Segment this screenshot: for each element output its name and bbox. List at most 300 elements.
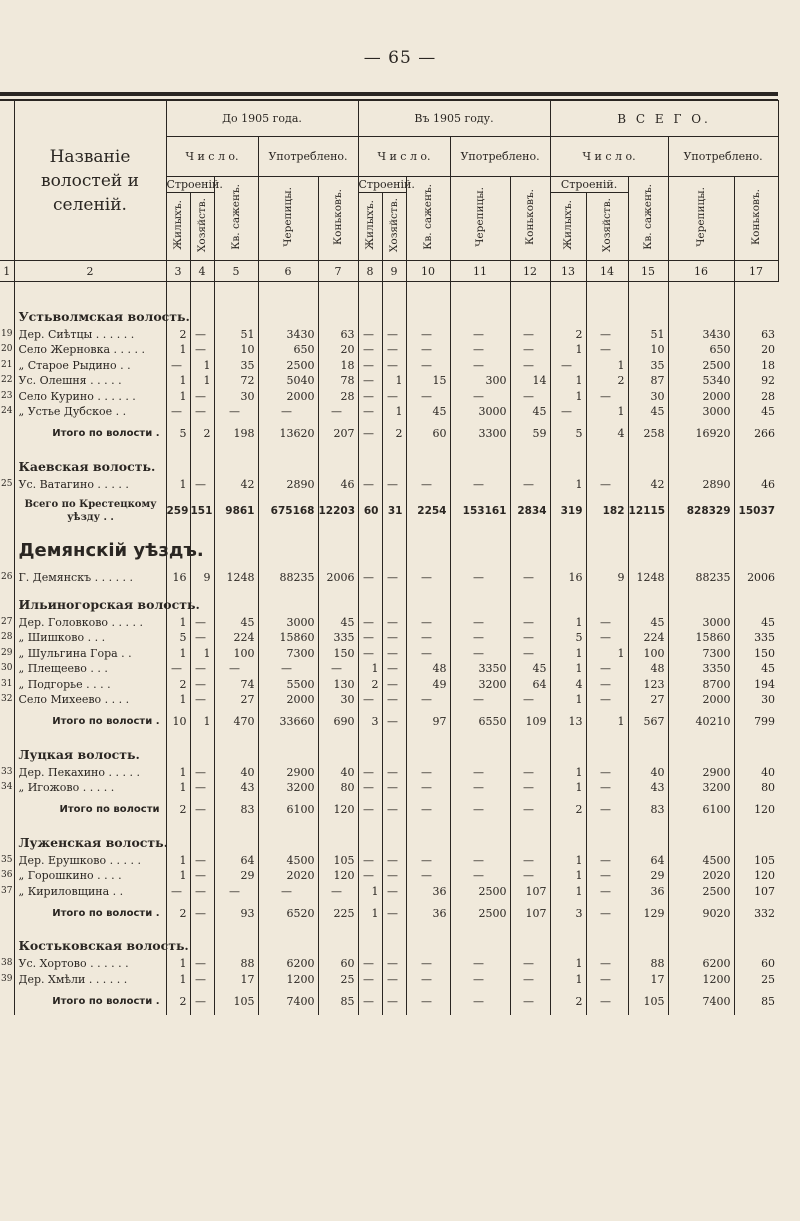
value-cell: 2 <box>550 327 586 343</box>
value-cell: 120 <box>734 868 778 884</box>
table-row <box>0 677 778 693</box>
value-cell: — <box>358 972 382 988</box>
value-cell: 72 <box>214 373 258 389</box>
row-number: 36 <box>1 870 13 881</box>
value-cell: 88235 <box>668 570 734 586</box>
value-cell: — <box>406 780 450 796</box>
ridges-header: Коньковъ. <box>318 177 358 261</box>
empty-cell <box>382 586 406 615</box>
settlement-name: „ Старое Рыдино . . <box>14 358 166 374</box>
total-label: Итого по волости . <box>14 420 166 448</box>
value-cell: — <box>358 570 382 586</box>
value-cell: 109 <box>510 708 550 736</box>
value-cell: 63 <box>318 327 358 343</box>
value-cell: — <box>382 615 406 631</box>
empty-cell <box>406 448 450 477</box>
empty-cell <box>166 824 190 853</box>
value-cell: — <box>510 358 550 374</box>
value-cell: — <box>190 677 214 693</box>
value-cell: 319 <box>550 492 586 530</box>
value-cell: — <box>190 796 214 824</box>
row-number: 21 <box>1 359 13 370</box>
empty-cell <box>628 586 668 615</box>
value-cell: 3350 <box>668 661 734 677</box>
value-cell: 85 <box>318 987 358 1015</box>
value-cell: 828329 <box>668 492 734 530</box>
settlement-name: Дер. Хмѣли . . . . . . <box>14 972 166 988</box>
empty-cell <box>734 530 778 570</box>
value-cell: 93 <box>214 899 258 927</box>
value-cell: — <box>510 868 550 884</box>
value-cell: — <box>382 327 406 343</box>
column-number: 2 <box>14 261 166 282</box>
table-row <box>0 956 778 972</box>
value-cell: 80 <box>318 780 358 796</box>
value-cell: — <box>586 956 628 972</box>
value-cell: — <box>586 899 628 927</box>
value-cell: 150 <box>318 646 358 662</box>
value-cell: 3000 <box>258 615 318 631</box>
value-cell: 130 <box>318 677 358 693</box>
value-cell: — <box>382 868 406 884</box>
value-cell: 40 <box>628 765 668 781</box>
empty-cell <box>214 298 258 327</box>
sq-sazhen-header: Кв. саженъ. <box>406 177 450 261</box>
value-cell: 2 <box>166 899 190 927</box>
value-cell: — <box>510 342 550 358</box>
row-number: 22 <box>1 375 13 386</box>
row-number <box>0 927 14 956</box>
volost-heading: Костьковская волость. <box>14 927 166 956</box>
value-cell: — <box>450 692 510 708</box>
value-cell: 7300 <box>258 646 318 662</box>
value-cell: 1 <box>358 661 382 677</box>
row-number <box>0 586 14 615</box>
row-number: 33 <box>1 766 13 777</box>
settlement-name: „ Шульгина Гора . . <box>14 646 166 662</box>
value-cell: — <box>318 404 358 420</box>
value-cell: 3000 <box>668 615 734 631</box>
value-cell: 2000 <box>258 389 318 405</box>
value-cell: 63 <box>734 327 778 343</box>
value-cell: 10 <box>628 342 668 358</box>
value-cell: 2020 <box>258 868 318 884</box>
value-cell: — <box>214 404 258 420</box>
value-cell: 85 <box>734 987 778 1015</box>
value-cell: 2900 <box>258 765 318 781</box>
value-cell: 1200 <box>668 972 734 988</box>
value-cell: 97 <box>406 708 450 736</box>
value-cell: 45 <box>628 404 668 420</box>
row-number <box>0 298 14 327</box>
settlement-name: „ Горошкино . . . . <box>14 868 166 884</box>
value-cell: 60 <box>358 492 382 530</box>
value-cell: — <box>382 342 406 358</box>
settlement-name: Дер. Головково . . . . . <box>14 615 166 631</box>
empty-cell <box>668 586 734 615</box>
value-cell: 36 <box>628 884 668 900</box>
value-cell: — <box>358 389 382 405</box>
value-cell: — <box>450 765 510 781</box>
value-cell: — <box>586 972 628 988</box>
value-cell: 105 <box>214 987 258 1015</box>
value-cell: 1 <box>166 972 190 988</box>
table-row <box>0 615 778 631</box>
empty-cell <box>190 824 214 853</box>
empty-cell <box>358 927 382 956</box>
value-cell: 43 <box>628 780 668 796</box>
value-cell: — <box>450 853 510 869</box>
value-cell: 2000 <box>258 692 318 708</box>
value-cell: 88235 <box>258 570 318 586</box>
value-cell: — <box>586 780 628 796</box>
value-cell: 266 <box>734 420 778 448</box>
column-number: 11 <box>450 261 510 282</box>
volost-heading-row <box>0 448 778 477</box>
value-cell: 40 <box>318 765 358 781</box>
empty-cell <box>190 736 214 765</box>
value-cell: — <box>450 358 510 374</box>
value-cell: 2254 <box>406 492 450 530</box>
value-cell: 88 <box>628 956 668 972</box>
value-cell: — <box>190 404 214 420</box>
value-cell: — <box>406 692 450 708</box>
value-cell: 31 <box>382 492 406 530</box>
value-cell: 45 <box>510 404 550 420</box>
total-label: Итого по волости . <box>14 708 166 736</box>
value-cell: — <box>406 853 450 869</box>
row-number: 37 <box>1 885 13 896</box>
column-number: 15 <box>628 261 668 282</box>
value-cell: — <box>586 630 628 646</box>
value-cell: — <box>450 972 510 988</box>
settlement-name: Ус. Хортово . . . . . . <box>14 956 166 972</box>
value-cell: 799 <box>734 708 778 736</box>
value-cell: 92 <box>734 373 778 389</box>
value-cell: — <box>586 477 628 493</box>
value-cell: 3200 <box>258 780 318 796</box>
volost-heading-row <box>0 298 778 327</box>
value-cell: 2500 <box>668 884 734 900</box>
value-cell: — <box>190 477 214 493</box>
value-cell: — <box>406 987 450 1015</box>
value-cell: 45 <box>734 615 778 631</box>
value-cell: 259 <box>166 492 190 530</box>
value-cell: 107 <box>510 884 550 900</box>
empty-cell <box>358 530 382 570</box>
value-cell: — <box>258 404 318 420</box>
value-cell: 83 <box>628 796 668 824</box>
empty-cell <box>258 530 318 570</box>
value-cell: 12203 <box>318 492 358 530</box>
empty-cell <box>406 298 450 327</box>
empty-cell <box>450 824 510 853</box>
value-cell: 1200 <box>258 972 318 988</box>
value-cell: 10 <box>166 708 190 736</box>
value-cell: 107 <box>510 899 550 927</box>
value-cell: — <box>586 677 628 693</box>
empty-cell <box>318 736 358 765</box>
empty-cell <box>734 448 778 477</box>
value-cell: — <box>586 389 628 405</box>
value-cell: — <box>358 868 382 884</box>
value-cell: 100 <box>628 646 668 662</box>
value-cell: 83 <box>214 796 258 824</box>
row-number: 26 <box>1 572 13 583</box>
value-cell: 15037 <box>734 492 778 530</box>
empty-cell <box>214 824 258 853</box>
value-cell: 151 <box>190 492 214 530</box>
value-cell: 7300 <box>668 646 734 662</box>
column-number: 10 <box>406 261 450 282</box>
value-cell: — <box>586 796 628 824</box>
empty-cell <box>318 824 358 853</box>
column-number: 13 <box>550 261 586 282</box>
value-cell: 224 <box>214 630 258 646</box>
value-cell: 64 <box>628 853 668 869</box>
value-cell: — <box>214 884 258 900</box>
value-cell: 100 <box>214 646 258 662</box>
value-cell: 4 <box>586 420 628 448</box>
value-cell: 2834 <box>510 492 550 530</box>
total-label: Итого по волости <box>14 796 166 824</box>
value-cell: 225 <box>318 899 358 927</box>
settlement-name: „ Кириловщина . . <box>14 884 166 900</box>
value-cell: — <box>190 765 214 781</box>
value-cell: — <box>450 570 510 586</box>
value-cell: 2 <box>358 677 382 693</box>
empty-cell <box>550 448 586 477</box>
value-cell: 8700 <box>668 677 734 693</box>
value-cell: 129 <box>628 899 668 927</box>
row-number <box>0 796 14 824</box>
empty-cell <box>450 736 510 765</box>
value-cell: 3 <box>358 708 382 736</box>
value-cell: — <box>510 765 550 781</box>
table-row <box>0 972 778 988</box>
value-cell: 7400 <box>258 987 318 1015</box>
value-cell: — <box>358 646 382 662</box>
value-cell: — <box>166 884 190 900</box>
table-row <box>0 884 778 900</box>
value-cell: 120 <box>318 796 358 824</box>
value-cell: 28 <box>318 389 358 405</box>
value-cell: 35 <box>214 358 258 374</box>
value-cell: 2900 <box>668 765 734 781</box>
value-cell: 4500 <box>258 853 318 869</box>
settlement-name: Ус. Олешня . . . . . <box>14 373 166 389</box>
column-number: 1 <box>0 261 14 282</box>
empty-cell <box>510 927 550 956</box>
empty-cell <box>510 448 550 477</box>
value-cell: 2006 <box>318 570 358 586</box>
farm-header: Хозяйств. <box>382 193 406 261</box>
value-cell: 3200 <box>450 677 510 693</box>
residential-header: Жилыхъ. <box>358 193 382 261</box>
value-cell: 335 <box>318 630 358 646</box>
value-cell: 182 <box>586 492 628 530</box>
value-cell: 16 <box>550 570 586 586</box>
value-cell: — <box>190 853 214 869</box>
empty-cell <box>214 736 258 765</box>
value-cell: 207 <box>318 420 358 448</box>
value-cell: — <box>318 661 358 677</box>
value-cell: — <box>510 570 550 586</box>
value-cell: — <box>382 389 406 405</box>
value-cell: — <box>358 373 382 389</box>
tiles-header: Черепицы. <box>668 177 734 261</box>
tiles-header: Черепицы. <box>258 177 318 261</box>
value-cell: 7400 <box>668 987 734 1015</box>
value-cell: 5 <box>550 630 586 646</box>
value-cell: — <box>166 358 190 374</box>
value-cell: — <box>258 661 318 677</box>
value-cell: 60 <box>406 420 450 448</box>
value-cell: 33660 <box>258 708 318 736</box>
value-cell: 36 <box>406 899 450 927</box>
count-header: Ч и с л о. <box>166 137 258 177</box>
page-number: — 65 — <box>363 48 437 68</box>
value-cell: 2500 <box>258 358 318 374</box>
value-cell: — <box>190 868 214 884</box>
value-cell: 1 <box>550 868 586 884</box>
value-cell: 1 <box>550 972 586 988</box>
value-cell: 2 <box>550 987 586 1015</box>
value-cell: 2 <box>586 373 628 389</box>
value-cell: — <box>382 956 406 972</box>
value-cell: 13620 <box>258 420 318 448</box>
value-cell: 2000 <box>668 692 734 708</box>
value-cell: 46 <box>734 477 778 493</box>
value-cell: — <box>358 987 382 1015</box>
value-cell: — <box>406 477 450 493</box>
value-cell: — <box>450 615 510 631</box>
value-cell: 20 <box>734 342 778 358</box>
table-row <box>0 765 778 781</box>
value-cell: — <box>358 956 382 972</box>
settlement-name: Дер. Ерушково . . . . . <box>14 853 166 869</box>
value-cell: — <box>406 615 450 631</box>
value-cell: — <box>510 477 550 493</box>
value-cell: — <box>382 677 406 693</box>
empty-cell <box>406 530 450 570</box>
value-cell: — <box>586 884 628 900</box>
value-cell: 3 <box>550 899 586 927</box>
empty-cell <box>510 530 550 570</box>
value-cell: 6550 <box>450 708 510 736</box>
empty-cell <box>734 586 778 615</box>
row-number <box>0 448 14 477</box>
period-header-1905: Въ 1905 году. <box>358 101 550 137</box>
value-cell: — <box>510 796 550 824</box>
value-cell: 258 <box>628 420 668 448</box>
value-cell: — <box>510 615 550 631</box>
top-rule <box>0 92 778 96</box>
settlement-name: Дер. Пекахино . . . . . <box>14 765 166 781</box>
value-cell: 2500 <box>450 899 510 927</box>
empty-cell <box>668 448 734 477</box>
value-cell: — <box>190 389 214 405</box>
value-cell: — <box>190 615 214 631</box>
value-cell: 335 <box>734 630 778 646</box>
value-cell: — <box>190 661 214 677</box>
row-number: 25 <box>1 478 13 489</box>
value-cell: — <box>382 358 406 374</box>
table-row <box>0 342 778 358</box>
value-cell: 690 <box>318 708 358 736</box>
empty-cell <box>450 927 510 956</box>
empty-cell <box>628 298 668 327</box>
value-cell: — <box>450 987 510 1015</box>
value-cell: 2006 <box>734 570 778 586</box>
value-cell: 3000 <box>668 404 734 420</box>
value-cell: — <box>358 796 382 824</box>
value-cell: — <box>382 646 406 662</box>
empty-cell <box>550 736 586 765</box>
empty-cell <box>166 736 190 765</box>
statistics-table <box>0 100 779 1015</box>
value-cell: — <box>382 972 406 988</box>
value-cell: 107 <box>734 884 778 900</box>
empty-cell <box>406 586 450 615</box>
empty-cell <box>586 824 628 853</box>
value-cell: 2000 <box>668 389 734 405</box>
value-cell: — <box>406 868 450 884</box>
settlement-name: „ Подгорье . . . . <box>14 677 166 693</box>
value-cell: — <box>358 477 382 493</box>
value-cell: 27 <box>628 692 668 708</box>
sq-sazhen-header: Кв. саженъ. <box>628 177 668 261</box>
row-number <box>0 530 14 570</box>
value-cell: 9 <box>586 570 628 586</box>
value-cell: — <box>382 780 406 796</box>
value-cell: — <box>166 661 190 677</box>
column-number: 12 <box>510 261 550 282</box>
value-cell: — <box>510 630 550 646</box>
value-cell: 40210 <box>668 708 734 736</box>
empty-cell <box>258 298 318 327</box>
value-cell: 16 <box>166 570 190 586</box>
value-cell: 1 <box>190 373 214 389</box>
value-cell: 5 <box>550 420 586 448</box>
value-cell: 78 <box>318 373 358 389</box>
value-cell: 30 <box>734 692 778 708</box>
empty-cell <box>586 586 628 615</box>
value-cell: 48 <box>406 661 450 677</box>
value-cell: 6100 <box>668 796 734 824</box>
value-cell: — <box>450 646 510 662</box>
value-cell: — <box>406 570 450 586</box>
value-cell: 650 <box>668 342 734 358</box>
volost-total-row <box>0 987 778 1015</box>
column-number: 17 <box>734 261 778 282</box>
empty-cell <box>214 530 258 570</box>
value-cell: 1 <box>550 884 586 900</box>
value-cell: 6520 <box>258 899 318 927</box>
value-cell: 1 <box>166 646 190 662</box>
count-header: Ч и с л о. <box>550 137 668 177</box>
value-cell: 17 <box>628 972 668 988</box>
value-cell: — <box>586 853 628 869</box>
value-cell: 40 <box>214 765 258 781</box>
value-cell: 25 <box>734 972 778 988</box>
empty-cell <box>628 927 668 956</box>
value-cell: 1 <box>166 477 190 493</box>
table-row <box>0 570 778 586</box>
uezd-heading-row <box>0 530 778 570</box>
row-number: 24 <box>1 406 13 417</box>
value-cell: 30 <box>318 692 358 708</box>
